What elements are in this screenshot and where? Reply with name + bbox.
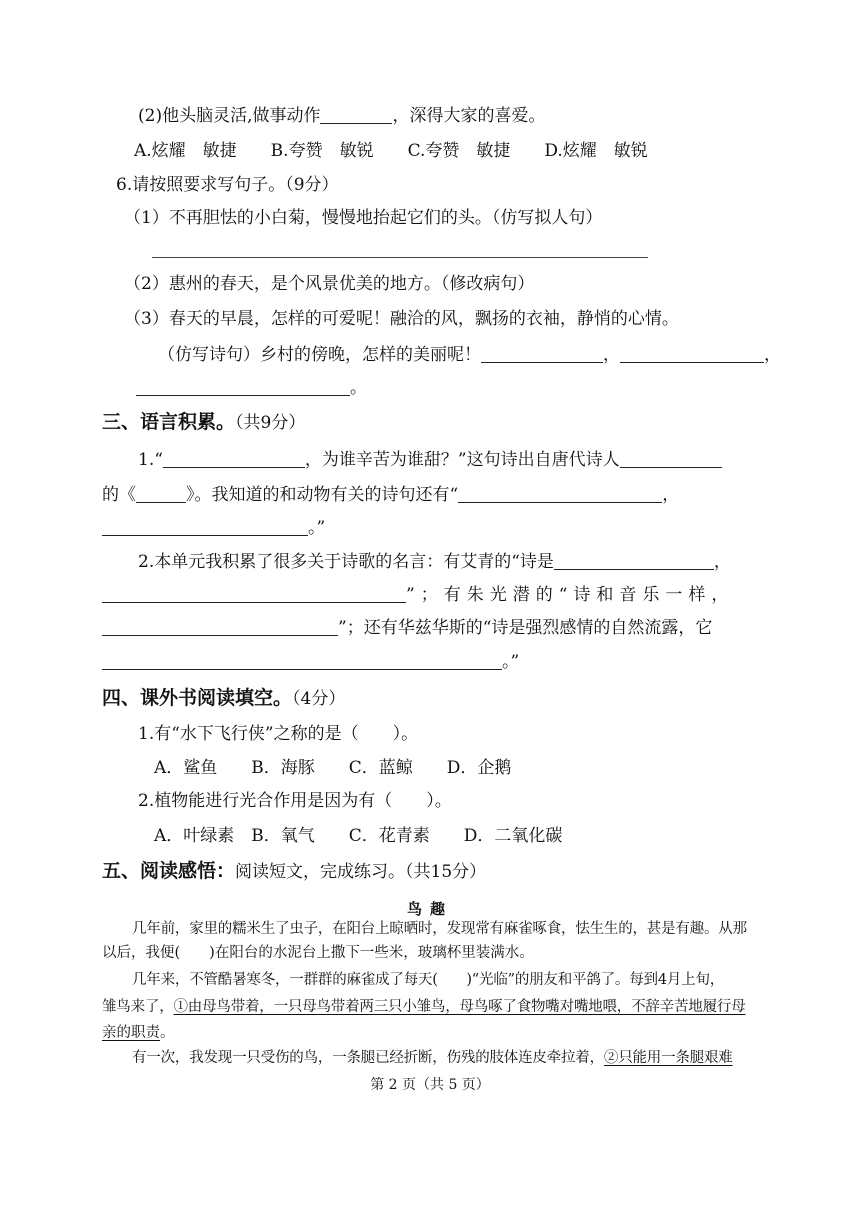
sec3-q1-line-3: 。” bbox=[102, 518, 325, 538]
answer-blank[interactable] bbox=[136, 379, 350, 396]
article-paragraph-1-line-2: 以后，我便( )在阳台的水泥台上撒下一些米，玻璃杯里装满水。 bbox=[102, 945, 534, 961]
answer-blank[interactable] bbox=[163, 451, 305, 468]
sec3-q1-line-2: 的《 》。我知道的和动物有关的诗句还有“ ， bbox=[102, 485, 680, 505]
section-4-heading: 四、课外书阅读填空。（4分） bbox=[102, 687, 346, 709]
sec4-q1-options: A．鲨鱼 B．海豚 C．蓝鲸 D．企鹅 bbox=[154, 758, 512, 778]
underlined-sentence-1: ①由母鸟带着，一只母鸟带着两三只小雏鸟，母鸟啄了食物嘴对嘴地喂，不辞辛苦地履行母 bbox=[173, 999, 746, 1015]
sec3-q2-line-1: 2.本单元我积累了很多关于诗歌的名言：有艾青的“诗是 ， bbox=[138, 552, 731, 572]
section-3-heading: 三、语言积累。（共9分） bbox=[102, 411, 306, 433]
section-5-heading: 五、阅读感悟：阅读短文，完成练习。（共15分） bbox=[102, 860, 487, 882]
answer-blank[interactable] bbox=[102, 519, 308, 536]
answer-blank[interactable] bbox=[102, 619, 338, 636]
answer-blank[interactable] bbox=[620, 346, 764, 363]
article-paragraph-2-line-3: 亲的职责。 bbox=[102, 1025, 175, 1041]
q6-poem-line-2: 。 bbox=[136, 378, 367, 398]
answer-blank[interactable] bbox=[102, 586, 406, 603]
q6-poem-prompt: （仿写诗句）乡村的傍晚，怎样的美丽呢！ ， ， bbox=[158, 345, 781, 365]
sec3-q2-line-4: 。” bbox=[102, 652, 519, 672]
answer-blank[interactable] bbox=[320, 107, 392, 124]
answer-blank[interactable] bbox=[620, 451, 722, 468]
article-paragraph-3-line-1: 有一次，我发现一只受伤的鸟，一条腿已经折断，伤残的肢体连皮牵拉着，②只能用一条腿艰难 bbox=[132, 1050, 733, 1066]
answer-line[interactable] bbox=[152, 257, 648, 258]
article-paragraph-2-line-1: 几年来，不管酷暑寒冬，一群群的麻雀成了每天( )“光临”的朋友和平鸽了。每到4月上旬， bbox=[132, 972, 725, 988]
underlined-sentence-1-end: 亲的职责 bbox=[102, 1025, 160, 1041]
sec3-q2-line-3: ”；还有华兹华斯的“诗是强烈感情的自然流露，它 bbox=[102, 618, 712, 638]
q6-sentence-1: （1）不再胆怯的小白菊，慢慢地抬起它们的头。（仿写拟人句） bbox=[124, 208, 603, 228]
sec4-q1: 1.有“水下飞行侠”之称的是（ ）。 bbox=[138, 724, 419, 744]
q6-sentence-2: （2）惠州的春天，是个风景优美的地方。（修改病句） bbox=[124, 274, 535, 294]
answer-blank[interactable] bbox=[481, 346, 603, 363]
answer-blank[interactable] bbox=[136, 486, 186, 503]
underlined-sentence-2: ②只能用一条腿艰难 bbox=[603, 1050, 733, 1066]
sec4-q2-options: A．叶绿素 B．氧气 C．花青素 D．二氧化碳 bbox=[154, 826, 563, 846]
answer-blank[interactable] bbox=[458, 486, 662, 503]
q6-title: 6.请按照要求写句子。（9分） bbox=[116, 175, 339, 195]
sec4-q2: 2.植物能进行光合作用是因为有（ ）。 bbox=[138, 791, 452, 811]
q5-options-2: A.炫耀 敏捷 B.夸赞 敏锐 C.夸赞 敏捷 D.炫耀 敏锐 bbox=[134, 141, 648, 161]
answer-blank[interactable] bbox=[554, 553, 714, 570]
article-paragraph-1-line-1: 几年前，家里的糯米生了虫子，在阳台上晾晒时，发现常有麻雀啄食，怯生生的，甚是有趣。从那 bbox=[132, 921, 747, 937]
q6-sentence-3: （3）春天的早晨，怎样的可爱呢！融洽的风，飘扬的衣袖，静悄的心情。 bbox=[124, 309, 679, 329]
q5-sentence-2: (2)他头脑灵活,做事动作 ，深得大家的喜爱。 bbox=[138, 106, 546, 126]
sec3-q2-line-2: ”；有朱光潜的“诗和音乐一样， bbox=[102, 585, 734, 605]
article-title: 鸟趣 bbox=[406, 900, 453, 918]
page-number-footer: 第 2 页（共 5 页） bbox=[370, 1077, 490, 1093]
article-paragraph-2-line-2: 雏鸟来了，①由母鸟带着，一只母鸟带着两三只小雏鸟，母鸟啄了食物嘴对嘴地喂，不辞辛苦地履行母 bbox=[102, 999, 746, 1015]
answer-blank[interactable] bbox=[102, 653, 502, 670]
sec3-q1-line-1: 1.“ ，为谁辛苦为谁甜？”这句诗出自唐代诗人 bbox=[138, 450, 722, 470]
